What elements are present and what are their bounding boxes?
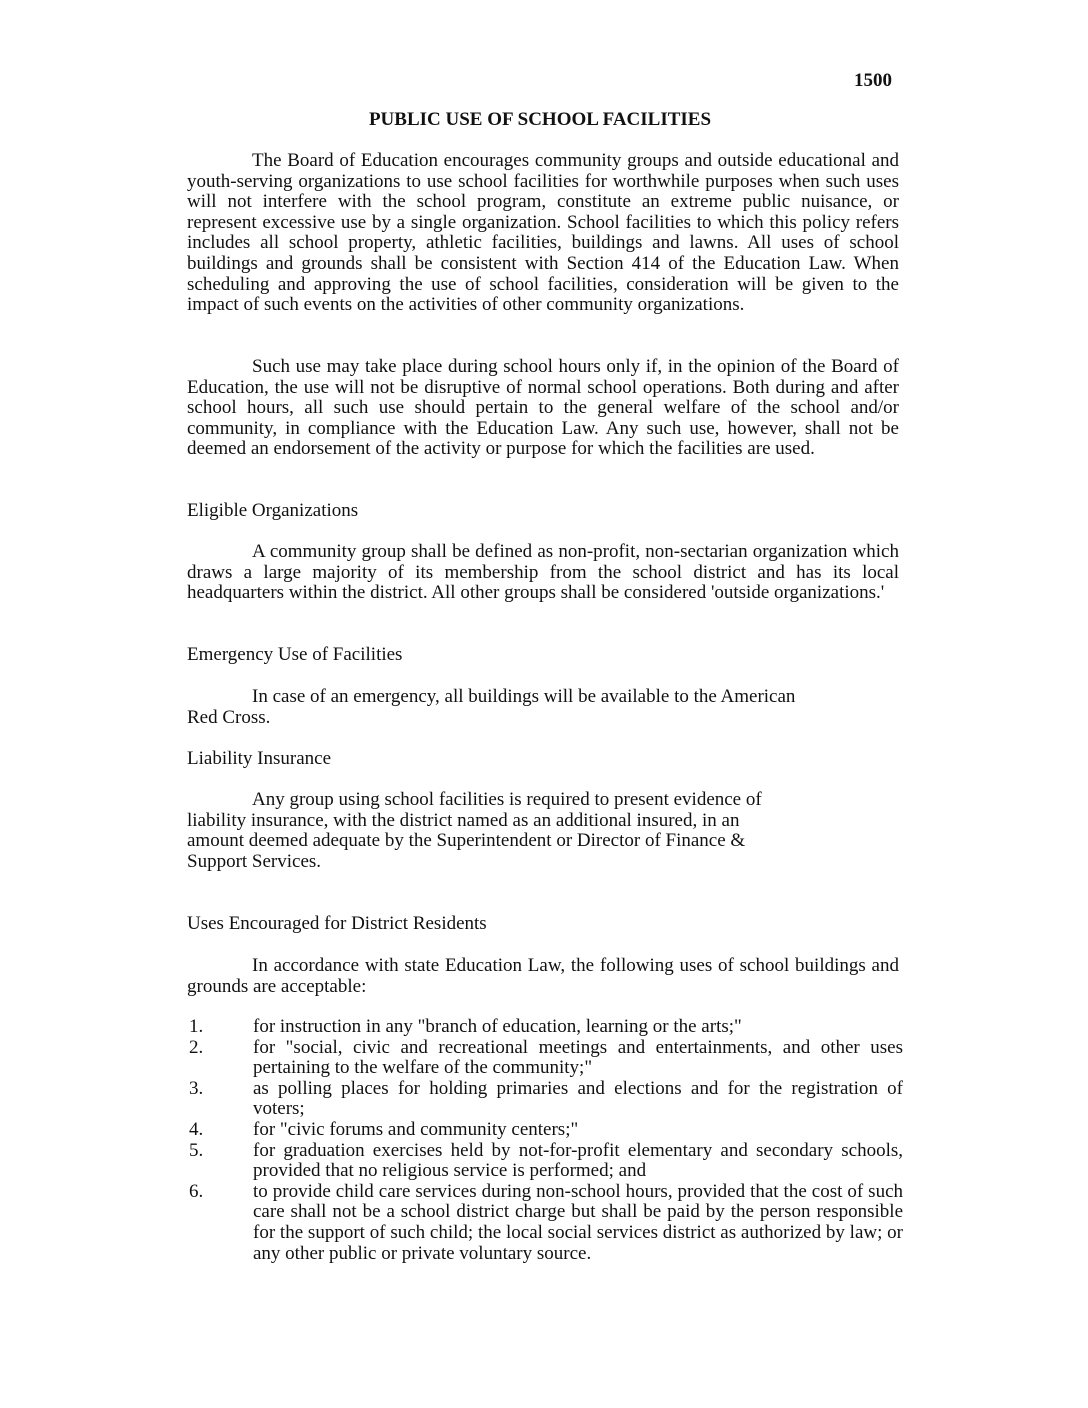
list-item <box>187 1120 903 1141</box>
emergency-line-2: Red Cross. <box>187 706 271 728</box>
list-item-number: 5. <box>189 1139 204 1161</box>
section-heading-liability: Liability Insurance <box>187 748 332 769</box>
liability-line-3: amount deemed adequate by the Superintendent or Director of Finance & <box>187 830 746 852</box>
uses-list <box>187 1017 903 1264</box>
list-item <box>187 1017 903 1038</box>
list-item-number: 4. <box>189 1118 204 1140</box>
liability-line-2: liability insurance, with the district named as an additional insured, in an <box>187 809 740 831</box>
liability-heading-block <box>187 749 899 770</box>
intro-paragraph-2-block <box>187 357 899 460</box>
list-item-number: 1. <box>189 1016 204 1037</box>
emergency-text-block <box>187 687 899 728</box>
intro-paragraph-2: Such use may take place during school hours only if, in the opinion of the Board of Education, the use will not be disruptive of normal school operations. Both during and after school hours, all such use should pertain to the general welfare of the school and/or community, in compliance with the Education Law. Any such use, however, shall not be deemed an endorsement of the activity or purpose for which the facilities are used. <box>187 356 899 460</box>
uses-intro-paragraph: In accordance with state Education Law, the following uses of school buildings and grounds are acceptable: <box>187 955 899 997</box>
intro-paragraph-1-block <box>187 151 899 316</box>
list-item-number: 6. <box>189 1180 204 1202</box>
liability-line-4: Support Services. <box>187 850 322 872</box>
section-heading-eligible: Eligible Organizations <box>187 500 359 521</box>
section-heading-uses: Uses Encouraged for District Residents <box>187 913 487 934</box>
liability-text-block <box>187 790 899 872</box>
list-item <box>187 1079 903 1120</box>
emergency-heading-block <box>187 645 899 666</box>
list-item-text: for instruction in any "branch of education, learning or the arts;" <box>253 1016 742 1037</box>
section-heading-emergency: Emergency Use of Facilities <box>187 644 403 665</box>
list-item-text: for "civic forums and community centers;" <box>253 1118 579 1140</box>
uses-intro-block <box>187 956 899 997</box>
list-item <box>187 1038 903 1079</box>
list-item-text: for "social, civic and recreational meetings and entertainments, and other uses pertaining to the welfare of the community;" <box>253 1036 903 1079</box>
list-item <box>187 1182 903 1264</box>
list-item-number: 3. <box>189 1077 204 1099</box>
page-title: PUBLIC USE OF SCHOOL FACILITIES <box>368 109 712 130</box>
intro-paragraph-1: The Board of Education encourages community groups and outside educational and youth-serving organizations to use school facilities for worthwhile purposes when such uses will not interfere with the school program, constitute an extreme public nuisance, or represent excessive use by a single organization. School facilities to which this policy refers includes all school property, athletic facilities, buildings and lawns. All uses of school buildings and grounds shall be consistent with Section 414 of the Education Law. When scheduling and approving the use of school facilities, consideration will be given to the impact of such events on the activities of other community organizations. <box>187 150 899 316</box>
policy-number: 1500 <box>854 70 892 91</box>
list-item-number: 2. <box>189 1036 204 1058</box>
eligible-text-block <box>187 542 899 604</box>
uses-heading-block <box>187 914 899 935</box>
list-item-text: for graduation exercises held by not-for-profit elementary and secondary schools, provided that no religious service is performed; and <box>253 1139 903 1182</box>
eligible-heading-block <box>187 501 899 522</box>
liability-line-1: Any group using school facilities is required to present evidence of <box>252 789 762 810</box>
emergency-line-1: In case of an emergency, all buildings will be available to the American <box>252 686 796 707</box>
eligible-paragraph: A community group shall be defined as non-profit, non-sectarian organization which draws a large majority of its membership from the school district and has its local headquarters within the district. All other groups shall be considered 'outside organizations.' <box>187 541 899 604</box>
list-item-text: to provide child care services during non-school hours, provided that the cost of such care shall not be a school district charge but shall be paid by the person responsible for the support of such child; the local social services district as authorized by law; or any other public or private voluntary source. <box>253 1180 903 1264</box>
list-item <box>187 1141 903 1182</box>
list-item-text: as polling places for holding primaries and elections and for the registration of voters; <box>253 1077 903 1120</box>
